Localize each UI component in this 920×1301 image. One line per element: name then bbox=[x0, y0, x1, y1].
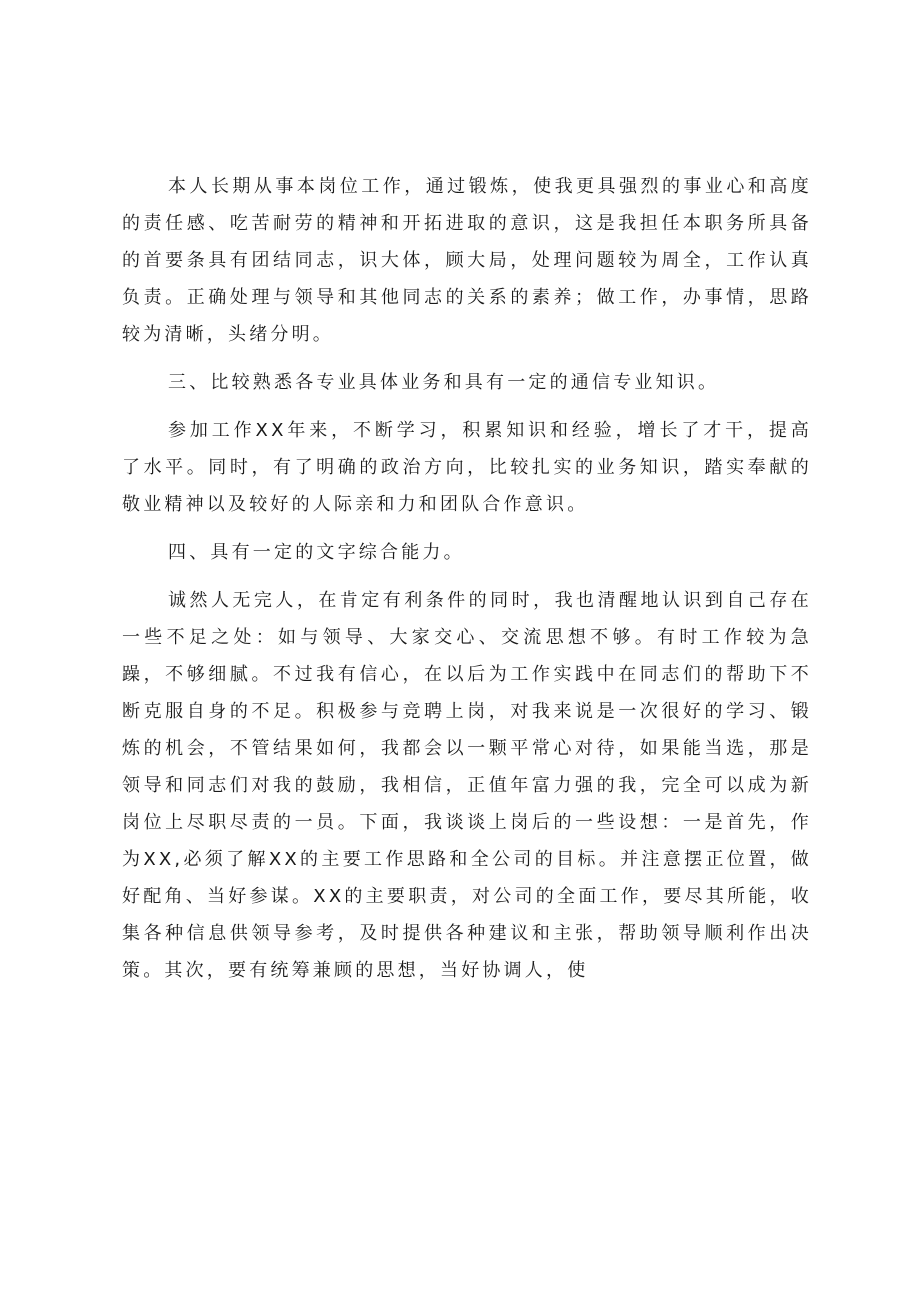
paragraph-5: 诚然人无完人，在肯定有利条件的同时，我也清醒地认识到自己存在一些不足之处：如与领导、大家交心、交流思想不够。有时工作较为急躁，不够细腻。不过我有信心，在以后为工作实践中在同志们的帮助下不断克服自身的不足。积极参与竞聘上岗，对我来说是一次很好的学习、锻炼的机会，不管结果如何，我都会以一颗平常心对待，如果能当选，那是领导和同志们对我的鼓励，我相信，正值年富力强的我，完全可以成为新岗位上尽职尽责的一员。下面，我谈谈上岗后的一些设想：一是首先，作为XX,必须了解XX的主要工作思路和全公司的目标。并注意摆正位置，做好配角、当好参谋。XX的主要职责，对公司的全面工作，要尽其所能，收集各种信息供领导参考，及时提供各种建议和主张，帮助领导顺利作出决策。其次，要有统筹兼顾的思想，当好协调人，使 bbox=[122, 590, 812, 981]
paragraph-1: 本人长期从事本岗位工作，通过锻炼，使我更具强烈的事业心和高度的责任感、吃苦耐劳的精神和开拓进取的意识，这是我担任本职务所具备的首要条具有团结同志，识大体，顾大局，处理问题较为周全，工作认真负责。正确处理与领导和其他同志的关系的素养；做工作，办事情，思路较为清晰，头绪分明。 bbox=[122, 176, 812, 345]
document-body bbox=[122, 168, 812, 1000]
paragraph-3: 参加工作XX年来，不断学习，积累知识和经验，增长了才干，提高了水平。同时，有了明确的政治方向，比较扎实的业务知识，踏实奉献的敬业精神以及较好的人际亲和力和团队合作意识。 bbox=[122, 420, 812, 515]
paragraph-2-heading: 三、比较熟悉各专业具体业务和具有一定的通信专业知识。 bbox=[168, 372, 720, 393]
paragraph-4-heading: 四、具有一定的文字综合能力。 bbox=[168, 542, 465, 563]
